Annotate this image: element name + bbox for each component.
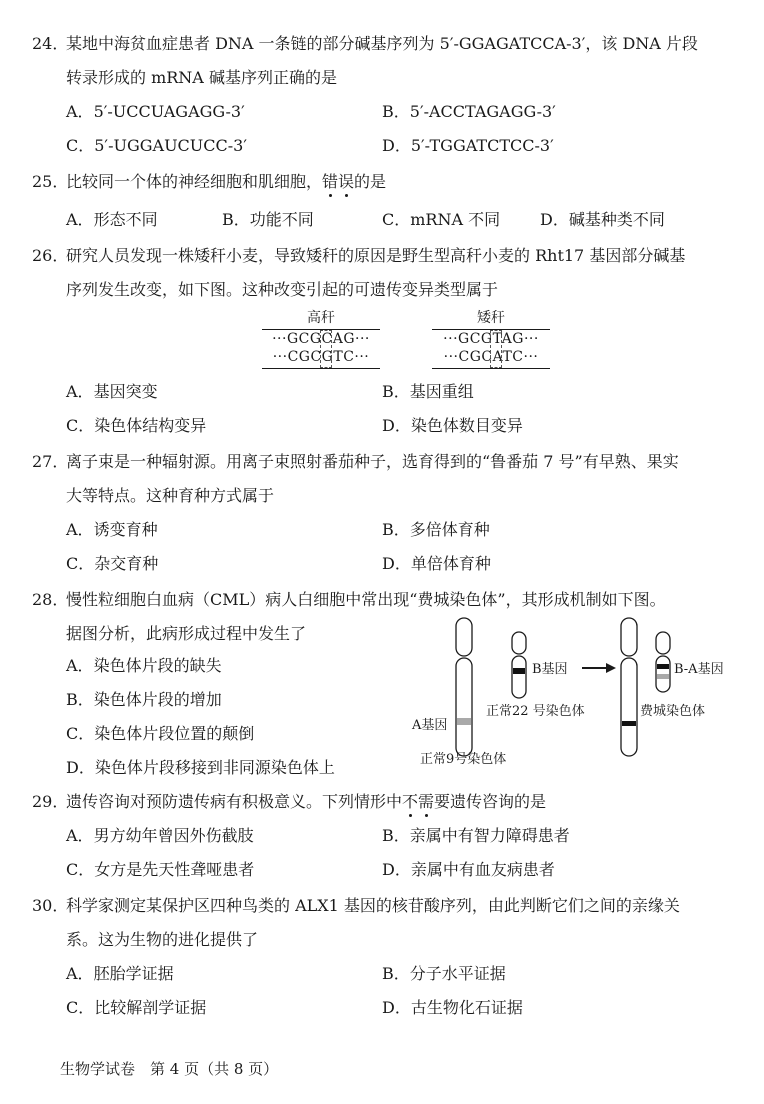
q29-option-c[interactable]: C．女方是先天性聋哑患者 bbox=[66, 860, 255, 879]
q25-option-a[interactable]: A．形态不同 bbox=[66, 210, 158, 229]
q26-option-b[interactable]: B．基因重组 bbox=[382, 382, 474, 401]
q28-option-b[interactable]: B．染色体片段的增加 bbox=[66, 690, 222, 709]
tall-stem-bottom-strand: ···CGCGTC··· bbox=[272, 349, 370, 365]
q29-emphasis-2: 需 bbox=[418, 792, 435, 811]
q30-stem-line1: 30．科学家测定某保护区四种鸟类的 ALX1 基因的核苷酸序列，由此判断它们之间的亲缘关 bbox=[32, 896, 680, 915]
q25-number: 25． bbox=[32, 172, 69, 191]
q27-number: 27． bbox=[32, 452, 69, 471]
normal-chromosome-9-label: 正常9号染色体 bbox=[420, 752, 507, 767]
q28-option-a[interactable]: A．染色体片段的缺失 bbox=[66, 656, 222, 675]
tall-stem-mutation-box bbox=[320, 330, 332, 368]
q30-stem-line2: 系。这为生物的进化提供了 bbox=[66, 930, 259, 949]
q29-option-d[interactable]: D．亲属中有血友病患者 bbox=[382, 860, 555, 879]
q27-option-a[interactable]: A．诱变育种 bbox=[66, 520, 158, 539]
q24-option-d[interactable]: D．5′-TGGATCTCC-3′ bbox=[382, 136, 554, 155]
q28-option-d[interactable]: D．染色体片段移接到非同源染色体上 bbox=[66, 758, 335, 777]
ba-gene-band bbox=[657, 664, 669, 669]
q25-option-c[interactable]: C．mRNA 不同 bbox=[382, 210, 501, 229]
q24-number: 24． bbox=[32, 34, 69, 53]
q30-option-a[interactable]: A．胚胎学证据 bbox=[66, 964, 174, 983]
derivative-chromosome-9 bbox=[621, 618, 637, 756]
tall-stem-top-strand: ···GCGCAG··· bbox=[272, 331, 370, 347]
q24-stem-line2: 转录形成的 mRNA 碱基序列正确的是 bbox=[66, 68, 337, 87]
dwarf-stem-bottom-strand: ···CGCATC··· bbox=[443, 349, 539, 365]
q26-option-d[interactable]: D．染色体数目变异 bbox=[382, 416, 523, 435]
q27-option-b[interactable]: B．多倍体育种 bbox=[382, 520, 490, 539]
q29-option-a[interactable]: A．男方幼年曾因外伤截肢 bbox=[66, 826, 254, 845]
dwarf-stem-mutation-box bbox=[490, 330, 502, 368]
q28-stem-line1: 28．慢性粒细胞白血病（CML）病人白细胞中常出现“费城染色体”，其形成机制如下图。 bbox=[32, 590, 666, 609]
q27-option-c[interactable]: C．杂交育种 bbox=[66, 554, 159, 573]
q25-emphasis-2: 误 bbox=[338, 172, 355, 191]
tall-stem-title: 高秆 bbox=[307, 310, 335, 326]
philadelphia-chromosome bbox=[656, 632, 670, 692]
q26-stem-line2: 序列发生改变，如下图。这种改变引起的可遗传变异类型属于 bbox=[66, 280, 499, 299]
q25-option-b[interactable]: B．功能不同 bbox=[222, 210, 314, 229]
chromosome-diagram bbox=[410, 612, 730, 772]
normal-chromosome-9 bbox=[456, 618, 472, 756]
q24-option-a[interactable]: A．5′-UCCUAGAGG-3′ bbox=[66, 102, 245, 121]
transformation-arrow-icon bbox=[582, 663, 616, 673]
dwarf-stem-top-strand: ···GCGTAG··· bbox=[443, 331, 539, 347]
q25-emphasis-1: 错 bbox=[322, 172, 339, 191]
q30-option-d[interactable]: D．古生物化石证据 bbox=[382, 998, 523, 1017]
q29-option-b[interactable]: B．亲属中有智力障碍患者 bbox=[382, 826, 570, 845]
q30-option-c[interactable]: C．比较解剖学证据 bbox=[66, 998, 207, 1017]
b-gene-band bbox=[513, 668, 525, 674]
q24-option-b[interactable]: B．5′-ACCTAGAGG-3′ bbox=[382, 102, 556, 121]
q26-option-c[interactable]: C．染色体结构变异 bbox=[66, 416, 207, 435]
q27-stem-line1: 27．离子束是一种辐射源。用离子束照射番茄种子，选育得到的“鲁番茄 7 号”有早熟、果实 bbox=[32, 452, 679, 471]
q28-stem-line2: 据图分析，此病形成过程中发生了 bbox=[66, 624, 307, 643]
q24-stem-line1 bbox=[32, 34, 698, 53]
page-footer: 生物学试卷 第 4 页（共 8 页） bbox=[60, 1060, 279, 1078]
tall-stem-sequence bbox=[262, 310, 380, 370]
normal-chromosome-22 bbox=[512, 632, 526, 698]
q30-option-b[interactable]: B．分子水平证据 bbox=[382, 964, 506, 983]
q29-stem-line1: 29．遗传咨询对预防遗传病有积极意义。下列情形中不需要遗传咨询的是 bbox=[32, 792, 547, 811]
dwarf-stem-sequence bbox=[432, 310, 550, 370]
q26-option-a[interactable]: A．基因突变 bbox=[66, 382, 158, 401]
q24-text-line1: 某地中海贫血症患者 DNA 一条链的部分碱基序列为 5′-GGAGATCCA-3′，该 DNA 片段 bbox=[66, 34, 698, 53]
b-gene-label: B基因 bbox=[532, 662, 568, 677]
a-gene-label: A基因 bbox=[412, 718, 448, 733]
q25-option-d[interactable]: D．碱基种类不同 bbox=[540, 210, 665, 229]
q28-option-c[interactable]: C．染色体片段位置的颠倒 bbox=[66, 724, 255, 743]
q25-stem-line1: 25．比较同一个体的神经细胞和肌细胞，错误的是 bbox=[32, 172, 387, 191]
q27-stem-line2: 大等特点。这种育种方式属于 bbox=[66, 486, 275, 505]
ba-gene-label: B-A基因 bbox=[674, 662, 724, 677]
q24-option-c[interactable]: C．5′-UGGAUCUCC-3′ bbox=[66, 136, 247, 155]
q26-stem-line1: 26．研究人员发现一株矮秆小麦，导致矮秆的原因是野生型高秆小麦的 Rht17 基因部分碱基 bbox=[32, 246, 686, 265]
philadelphia-chromosome-label: 费城染色体 bbox=[640, 704, 706, 719]
q29-number: 29． bbox=[32, 792, 69, 811]
q26-number: 26． bbox=[32, 246, 69, 265]
a-gene-band bbox=[457, 718, 471, 725]
q29-emphasis-1: 不 bbox=[402, 792, 419, 811]
normal-chromosome-22-label: 正常22 号染色体 bbox=[486, 704, 585, 719]
dwarf-stem-title: 矮秆 bbox=[477, 310, 505, 326]
q28-number: 28． bbox=[32, 590, 69, 609]
q30-number: 30． bbox=[32, 896, 69, 915]
q27-option-d[interactable]: D．单倍体育种 bbox=[382, 554, 491, 573]
